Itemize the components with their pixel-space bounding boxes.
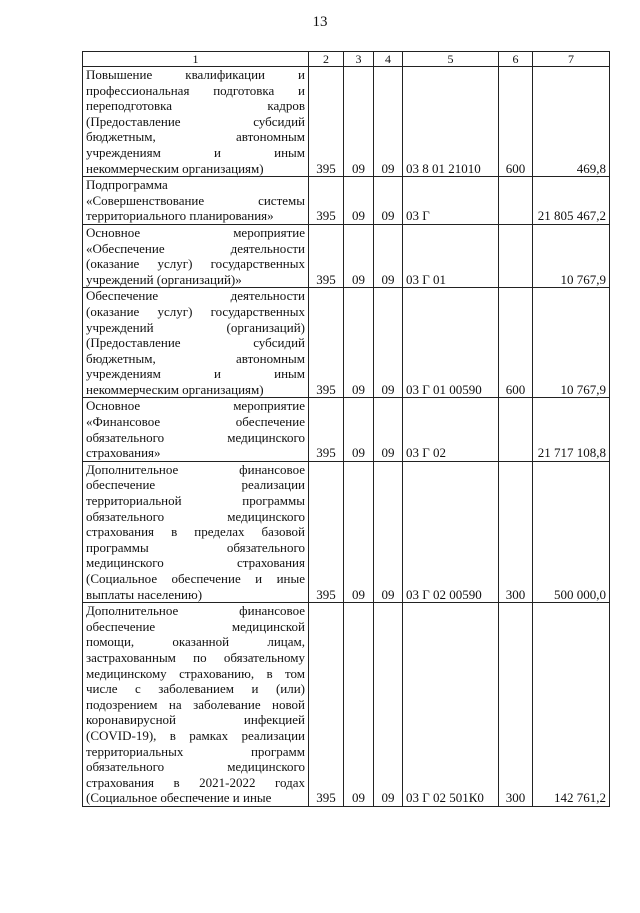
expense-type-code: 300 — [499, 603, 533, 807]
item-name — [83, 177, 309, 225]
subsection-code: 09 — [374, 461, 403, 602]
item-name-line: обязательного медицинского — [86, 759, 305, 775]
item-name-line: (Социальное обеспечение и иные — [86, 571, 305, 586]
item-name-line: бюджетным, автономным — [86, 350, 305, 366]
expense-type-code — [499, 177, 533, 225]
item-name-line: коронавирусной инфекцией — [86, 712, 305, 728]
item-name-line: медицинского страхования — [86, 555, 305, 571]
table-row — [83, 603, 610, 807]
column-header: 4 — [374, 52, 403, 67]
amount: 469,8 — [533, 67, 610, 177]
table-row — [83, 398, 610, 461]
target-article-code: 03 Г 02 — [403, 398, 499, 461]
item-name-line: учреждениям и иным — [86, 144, 305, 160]
column-header: 2 — [309, 52, 344, 67]
subsection-code: 09 — [374, 288, 403, 398]
target-article-code: 03 8 01 21010 — [403, 67, 499, 177]
chapter-code: 395 — [309, 177, 344, 225]
item-name-line: Обеспечение деятельности — [86, 288, 305, 304]
item-name-line: страхования» — [86, 445, 161, 461]
subsection-code: 09 — [374, 67, 403, 177]
item-name-line: Дополнительное финансовое — [86, 603, 305, 619]
table-header-row — [83, 52, 610, 67]
target-article-code: 03 Г 01 — [403, 224, 499, 287]
amount: 500 000,0 — [533, 461, 610, 602]
amount: 10 767,9 — [533, 288, 610, 398]
column-header: 7 — [533, 52, 610, 67]
target-article-code: 03 Г 02 501К0 — [403, 603, 499, 807]
item-name-line: (COVID-19), в рамках реализации — [86, 727, 305, 743]
chapter-code: 395 — [309, 288, 344, 398]
expense-type-code: 600 — [499, 288, 533, 398]
column-header: 6 — [499, 52, 533, 67]
item-name-line: Основное мероприятие — [86, 224, 305, 240]
item-name-line: обязательного медицинского — [86, 508, 305, 524]
item-name-line: страхования в пределах базовой — [86, 524, 305, 540]
target-article-code: 03 Г — [403, 177, 499, 225]
table-row — [83, 177, 610, 225]
section-code: 09 — [344, 177, 374, 225]
item-name-line: обеспечение реализации — [86, 477, 305, 493]
expense-type-code — [499, 398, 533, 461]
item-name-line: программы обязательного — [86, 539, 305, 555]
item-name-line: (оказание услуг) государственных — [86, 256, 305, 272]
item-name-line: некоммерческим организациям) — [86, 160, 264, 176]
item-name — [83, 224, 309, 287]
column-header: 1 — [83, 52, 309, 67]
item-name-line: (Предоставление субсидий — [86, 113, 305, 129]
item-name-line: обеспечение медицинской — [86, 618, 305, 634]
amount: 21 717 108,8 — [533, 398, 610, 461]
item-name-line: (оказание услуг) государственных — [86, 303, 305, 319]
item-name-line: учреждений (организаций) — [86, 319, 305, 335]
item-name-line: медицинскому страхованию, в том — [86, 665, 305, 681]
item-name-line: числе с заболеванием и (или) — [86, 681, 305, 697]
item-name-line: Дополнительное финансовое — [86, 461, 305, 477]
target-article-code: 03 Г 02 00590 — [403, 461, 499, 602]
section-code: 09 — [344, 67, 374, 177]
item-name-line: бюджетным, автономным — [86, 129, 305, 145]
expense-type-code: 300 — [499, 461, 533, 602]
chapter-code: 395 — [309, 224, 344, 287]
page-number: 13 — [312, 14, 328, 30]
item-name-line: «Совершенствование системы — [86, 192, 305, 208]
column-header: 3 — [344, 52, 374, 67]
item-name-line: (Предоставление субсидий — [86, 335, 305, 351]
item-name-line: выплаты населению) — [86, 586, 203, 602]
item-name-line: профессиональная подготовка и — [86, 82, 305, 98]
amount: 142 761,2 — [533, 603, 610, 807]
item-name-line: учреждений (организаций)» — [86, 271, 242, 287]
amount: 10 767,9 — [533, 224, 610, 287]
item-name-line: страхования в 2021-2022 годах — [86, 774, 305, 790]
item-name-line: обязательного медицинского — [86, 429, 305, 445]
section-code: 09 — [344, 461, 374, 602]
item-name-line: переподготовка кадров — [86, 98, 305, 114]
item-name-line: некоммерческим организациям) — [86, 381, 264, 397]
column-header: 5 — [403, 52, 499, 67]
item-name-line: учреждениям и иным — [86, 366, 305, 382]
item-name-line: Основное мероприятие — [86, 398, 305, 414]
item-name — [83, 398, 309, 461]
item-name-line: территориальных программ — [86, 743, 305, 759]
item-name-line: территориального планирования» — [86, 208, 274, 224]
section-code: 09 — [344, 288, 374, 398]
section-code: 09 — [344, 224, 374, 287]
target-article-code: 03 Г 01 00590 — [403, 288, 499, 398]
expense-type-code — [499, 224, 533, 287]
chapter-code: 395 — [309, 603, 344, 807]
item-name-line: Повышение квалификации и — [86, 67, 305, 82]
table-row — [83, 288, 610, 398]
chapter-code: 395 — [309, 461, 344, 602]
item-name-line: территориальной программы — [86, 493, 305, 509]
item-name-line: застрахованным по обязательному — [86, 649, 305, 665]
item-name-line: «Обеспечение деятельности — [86, 240, 305, 256]
amount: 21 805 467,2 — [533, 177, 610, 225]
item-name-line: помощи, оказанной лицам, — [86, 634, 305, 650]
item-name — [83, 603, 309, 807]
table-row — [83, 224, 610, 287]
table-body — [83, 67, 610, 807]
table-row — [83, 461, 610, 602]
subsection-code: 09 — [374, 177, 403, 225]
item-name-line: Подпрограмма — [86, 177, 168, 193]
table-row — [83, 67, 610, 177]
section-code: 09 — [344, 398, 374, 461]
chapter-code: 395 — [309, 67, 344, 177]
item-name-line: «Финансовое обеспечение — [86, 414, 305, 430]
item-name — [83, 461, 309, 602]
budget-table — [82, 51, 610, 807]
expense-type-code: 600 — [499, 67, 533, 177]
item-name-line: подозрением на заболевание новой — [86, 696, 305, 712]
section-code: 09 — [344, 603, 374, 807]
item-name — [83, 288, 309, 398]
item-name-line: (Социальное обеспечение и иные — [86, 790, 272, 806]
chapter-code: 395 — [309, 398, 344, 461]
subsection-code: 09 — [374, 603, 403, 807]
item-name — [83, 67, 309, 177]
subsection-code: 09 — [374, 224, 403, 287]
subsection-code: 09 — [374, 398, 403, 461]
